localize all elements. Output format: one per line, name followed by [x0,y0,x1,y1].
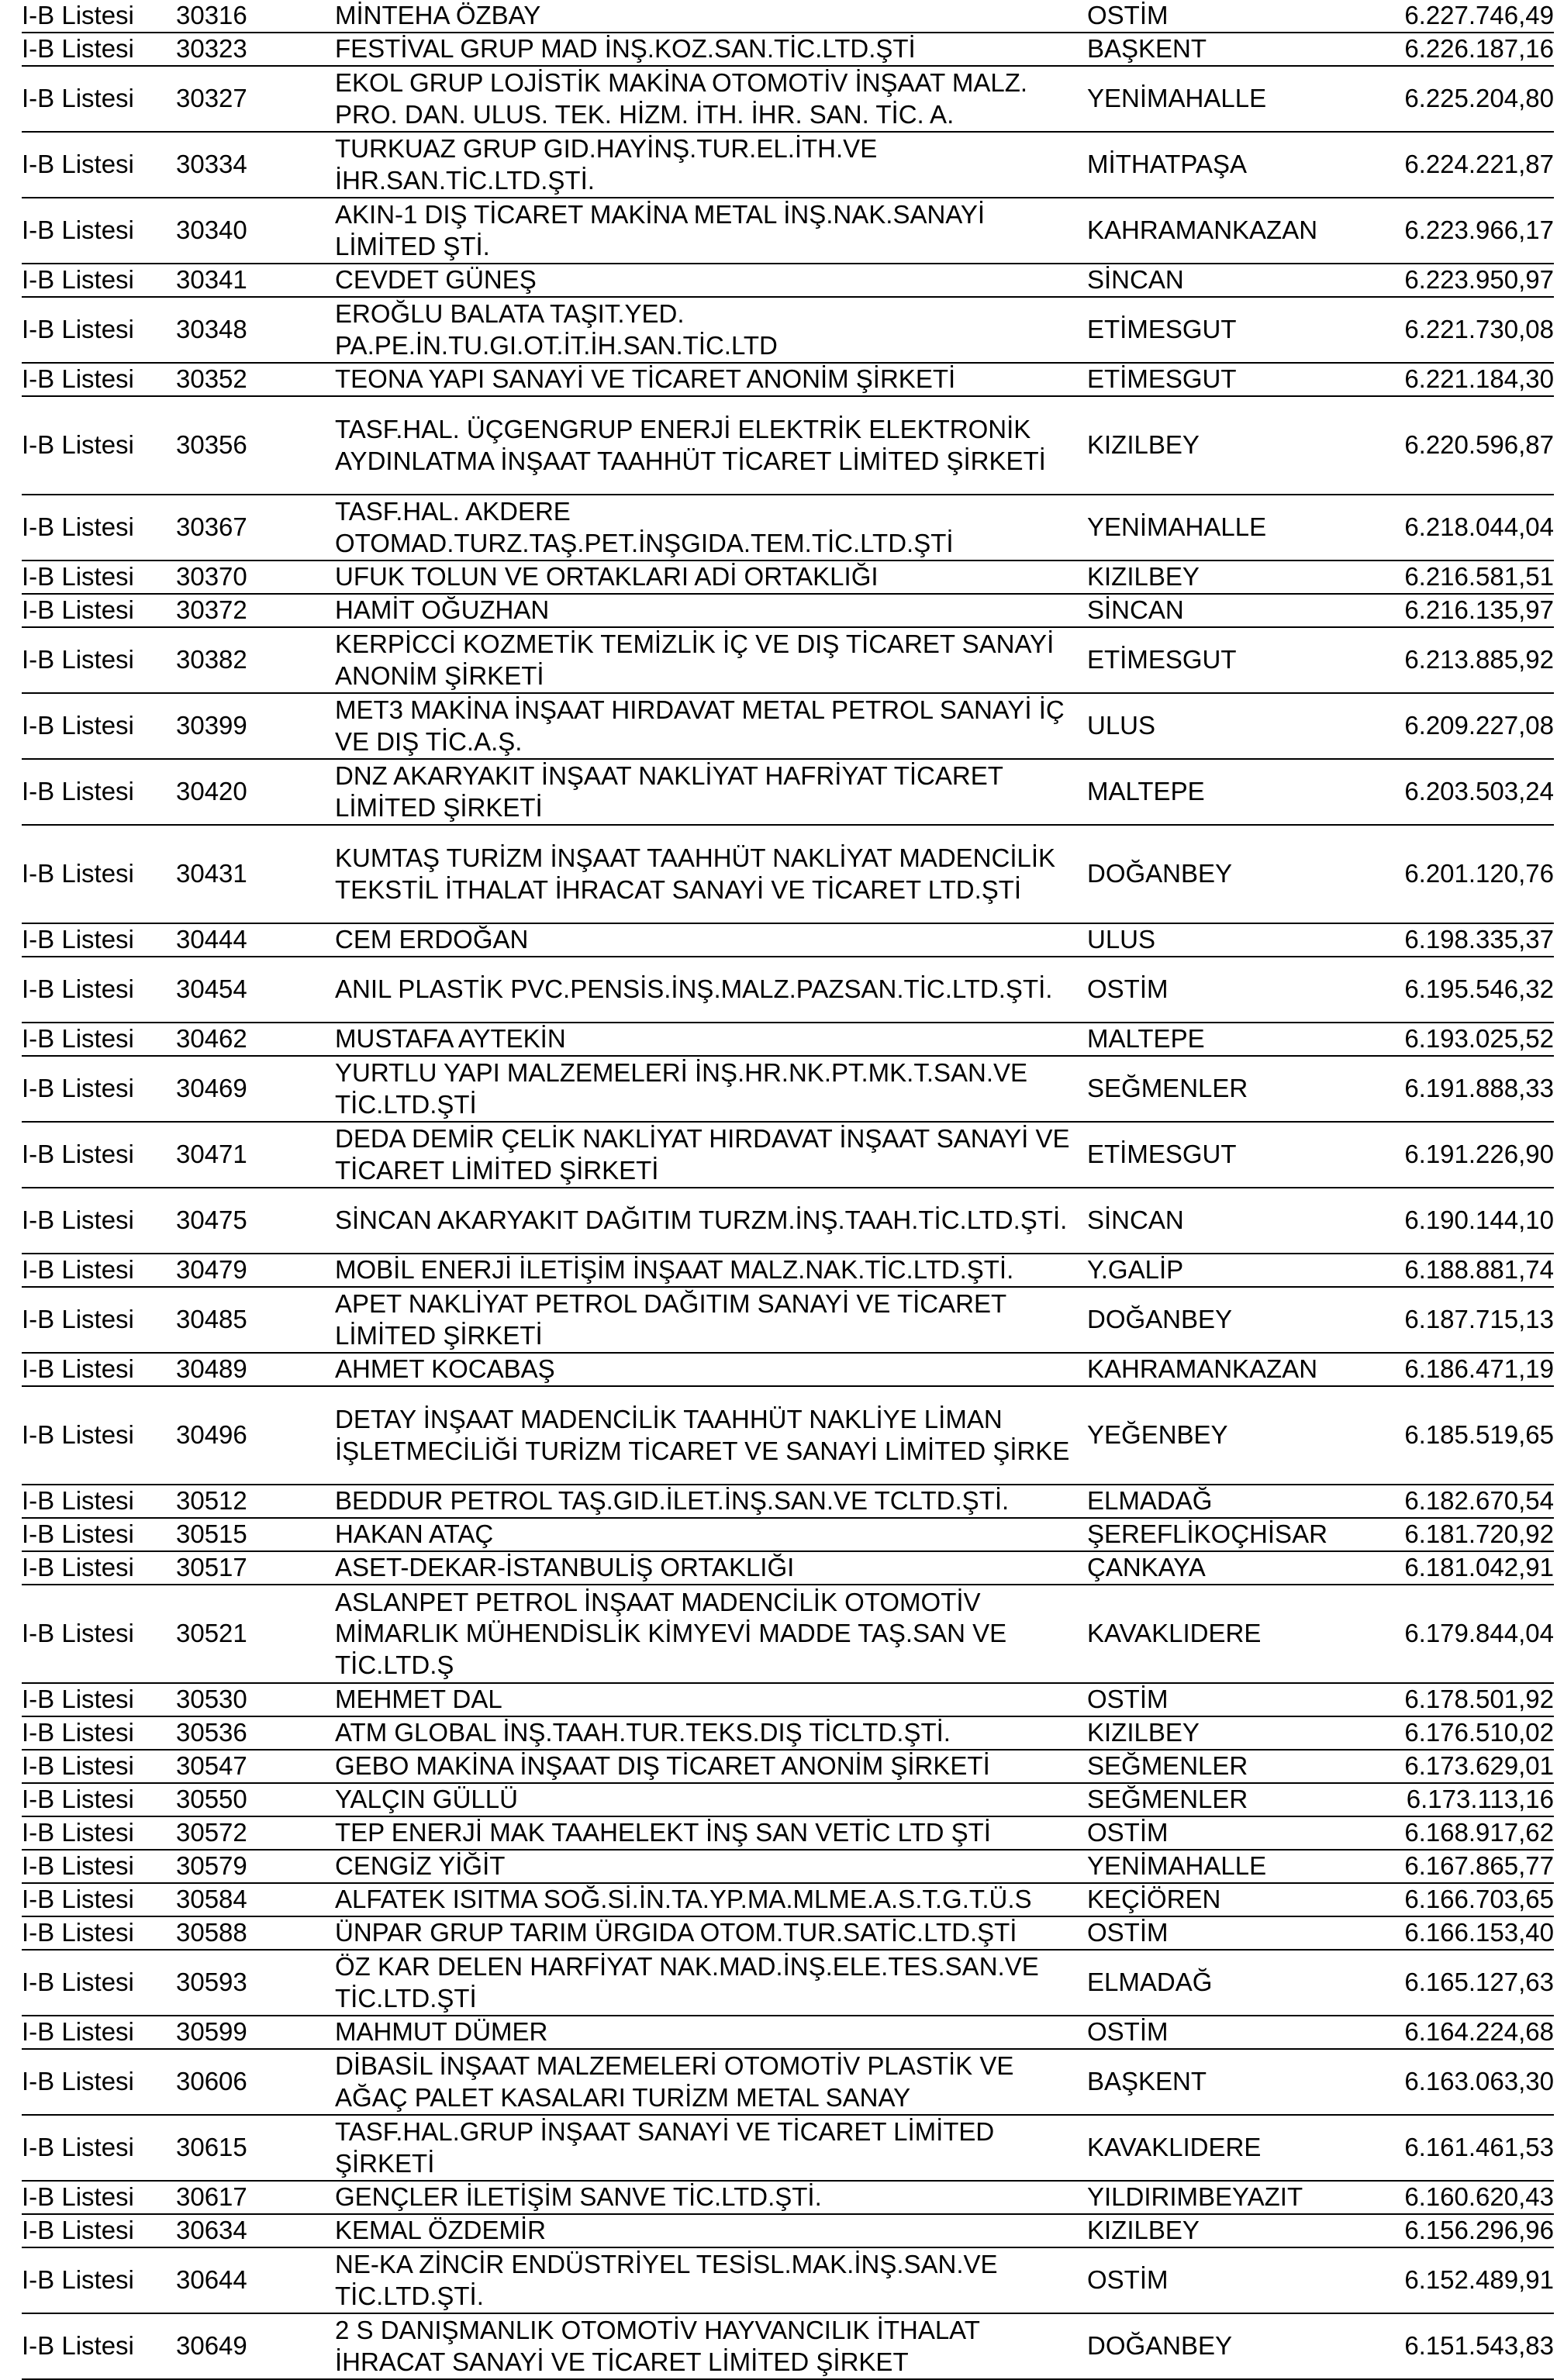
list-name-cell: I-B Listesi [22,759,176,825]
district-cell: KEÇİÖREN [1087,1883,1376,1916]
table-row [22,1750,1554,1783]
district-cell: MALTEPE [1087,1023,1376,1056]
table-row [22,198,1554,264]
district-cell: SİNCAN [1087,264,1376,297]
amount-cell: 6.226.187,16 [1376,33,1554,66]
list-name-cell: I-B Listesi [22,2214,176,2247]
list-name-cell: I-B Listesi [22,594,176,627]
amount-cell: 6.201.120,76 [1376,825,1554,923]
list-name-cell: I-B Listesi [22,1254,176,1287]
amount-cell: 6.227.746,49 [1376,0,1554,33]
district-cell: OSTİM [1087,2016,1376,2049]
row-number-cell: 30588 [176,1916,335,1950]
amount-cell: 6.161.461,53 [1376,2115,1554,2181]
district-cell: SİNCAN [1087,594,1376,627]
list-name-cell: I-B Listesi [22,1485,176,1518]
list-name-cell: I-B Listesi [22,1518,176,1551]
list-name-cell: I-B Listesi [22,2049,176,2115]
district-cell: Y.GALİP [1087,1254,1376,1287]
list-name-cell: I-B Listesi [22,1683,176,1716]
amount-cell: 6.181.720,92 [1376,1518,1554,1551]
row-number-cell: 30593 [176,1950,335,2016]
table-row [22,66,1554,132]
table-row [22,1122,1554,1188]
list-name-cell: I-B Listesi [22,1916,176,1950]
district-cell: OSTİM [1087,0,1376,33]
list-name-cell: I-B Listesi [22,264,176,297]
district-cell: ELMADAĞ [1087,1485,1376,1518]
amount-cell: 6.178.501,92 [1376,1683,1554,1716]
row-number-cell: 30367 [176,495,335,561]
list-name-cell: I-B Listesi [22,1122,176,1188]
table-row [22,1950,1554,2016]
row-number-cell: 30316 [176,0,335,33]
company-name-cell: TURKUAZ GRUP GID.HAYİNŞ.TUR.EL.İTH.VE İHR.SAN.TİC.LTD.ŞTİ. [335,132,1087,198]
amount-cell: 6.156.296,96 [1376,2214,1554,2247]
company-name-cell: MEHMET DAL [335,1683,1087,1716]
list-name-cell: I-B Listesi [22,363,176,396]
row-number-cell: 30420 [176,759,335,825]
list-name-cell: I-B Listesi [22,825,176,923]
table-row [22,594,1554,627]
row-number-cell: 30348 [176,297,335,363]
table-row [22,1551,1554,1585]
district-cell: KIZILBEY [1087,2214,1376,2247]
ranking-table-body [22,0,1554,2379]
row-number-cell: 30599 [176,2016,335,2049]
district-cell: KAHRAMANKAZAN [1087,198,1376,264]
company-name-cell: ATM GLOBAL İNŞ.TAAH.TUR.TEKS.DIŞ TİCLTD.ŞTİ. [335,1716,1087,1750]
table-row [22,1585,1554,1683]
row-number-cell: 30489 [176,1353,335,1386]
amount-cell: 6.220.596,87 [1376,396,1554,495]
list-name-cell: I-B Listesi [22,1287,176,1353]
company-name-cell: MİNTEHA ÖZBAY [335,0,1087,33]
row-number-cell: 30469 [176,1056,335,1122]
row-number-cell: 30579 [176,1850,335,1883]
amount-cell: 6.173.113,16 [1376,1783,1554,1816]
company-name-cell: TEONA YAPI SANAYİ VE TİCARET ANONİM ŞİRKETİ [335,363,1087,396]
amount-cell: 6.164.224,68 [1376,2016,1554,2049]
district-cell: ETİMESGUT [1087,627,1376,693]
amount-cell: 6.223.950,97 [1376,264,1554,297]
table-row [22,33,1554,66]
amount-cell: 6.216.135,97 [1376,594,1554,627]
district-cell: ULUS [1087,923,1376,957]
amount-cell: 6.173.629,01 [1376,1750,1554,1783]
amount-cell: 6.209.227,08 [1376,693,1554,759]
district-cell: ULUS [1087,693,1376,759]
list-name-cell: I-B Listesi [22,923,176,957]
row-number-cell: 30530 [176,1683,335,1716]
district-cell: OSTİM [1087,957,1376,1023]
company-name-cell: ASLANPET PETROL İNŞAAT MADENCİLİK OTOMOTİV MİMARLIK MÜHENDİSLİK KİMYEVİ MADDE TAŞ.SAN VE TİC.LTD.Ş [335,1585,1087,1683]
table-row [22,0,1554,33]
table-row [22,1287,1554,1353]
company-name-cell: EROĞLU BALATA TAŞIT.YED. PA.PE.İN.TU.GI.OT.İT.İH.SAN.TİC.LTD [335,297,1087,363]
list-name-cell: I-B Listesi [22,1783,176,1816]
company-name-cell: MUSTAFA AYTEKİN [335,1023,1087,1056]
row-number-cell: 30649 [176,2313,335,2379]
table-row [22,2181,1554,2214]
amount-cell: 6.224.221,87 [1376,132,1554,198]
row-number-cell: 30521 [176,1585,335,1683]
row-number-cell: 30515 [176,1518,335,1551]
district-cell: SEĞMENLER [1087,1783,1376,1816]
list-name-cell: I-B Listesi [22,2313,176,2379]
row-number-cell: 30634 [176,2214,335,2247]
table-row [22,495,1554,561]
table-row [22,1716,1554,1750]
amount-cell: 6.198.335,37 [1376,923,1554,957]
company-name-cell: AHMET KOCABAŞ [335,1353,1087,1386]
row-number-cell: 30444 [176,923,335,957]
table-row [22,1816,1554,1850]
table-row [22,1850,1554,1883]
row-number-cell: 30606 [176,2049,335,2115]
row-number-cell: 30572 [176,1816,335,1850]
company-name-cell: AKIN-1 DIŞ TİCARET MAKİNA METAL İNŞ.NAK.SANAYİ LİMİTED ŞTİ. [335,198,1087,264]
list-name-cell: I-B Listesi [22,957,176,1023]
table-row [22,1683,1554,1716]
district-cell: YENİMAHALLE [1087,495,1376,561]
row-number-cell: 30370 [176,561,335,594]
table-row [22,132,1554,198]
list-name-cell: I-B Listesi [22,1950,176,2016]
amount-cell: 6.182.670,54 [1376,1485,1554,1518]
district-cell: ETİMESGUT [1087,363,1376,396]
list-name-cell: I-B Listesi [22,1023,176,1056]
district-cell: OSTİM [1087,2247,1376,2313]
company-name-cell: NE-KA ZİNCİR ENDÜSTRİYEL TESİSL.MAK.İNŞ.SAN.VE TİC.LTD.ŞTİ. [335,2247,1087,2313]
row-number-cell: 30454 [176,957,335,1023]
company-name-cell: APET NAKLİYAT PETROL DAĞITIM SANAYİ VE TİCARET LİMİTED ŞİRKETİ [335,1287,1087,1353]
amount-cell: 6.166.153,40 [1376,1916,1554,1950]
company-name-cell: KEMAL ÖZDEMİR [335,2214,1087,2247]
amount-cell: 6.176.510,02 [1376,1716,1554,1750]
district-cell: MALTEPE [1087,759,1376,825]
district-cell: ETİMESGUT [1087,297,1376,363]
district-cell: BAŞKENT [1087,33,1376,66]
company-name-cell: TEP ENERJİ MAK TAAHELEKT İNŞ SAN VETİC LTD ŞTİ [335,1816,1087,1850]
amount-cell: 6.179.844,04 [1376,1585,1554,1683]
table-row [22,1485,1554,1518]
company-name-cell: GEBO MAKİNA İNŞAAT DIŞ TİCARET ANONİM ŞİRKETİ [335,1750,1087,1783]
list-name-cell: I-B Listesi [22,1716,176,1750]
district-cell: DOĞANBEY [1087,2313,1376,2379]
company-name-cell: MAHMUT DÜMER [335,2016,1087,2049]
company-name-cell: KERPİCCİ KOZMETİK TEMİZLİK İÇ VE DIŞ TİCARET SANAYİ ANONİM ŞİRKETİ [335,627,1087,693]
company-name-cell: TASF.HAL. ÜÇGENGRUP ENERJİ ELEKTRİK ELEKTRONİK AYDINLATMA İNŞAAT TAAHHÜT TİCARET LİMİTED ŞİRKETİ [335,396,1087,495]
district-cell: SEĞMENLER [1087,1750,1376,1783]
amount-cell: 6.191.226,90 [1376,1122,1554,1188]
row-number-cell: 30547 [176,1750,335,1783]
district-cell: MİTHATPAŞA [1087,132,1376,198]
list-name-cell: I-B Listesi [22,132,176,198]
company-name-cell: HAMİT OĞUZHAN [335,594,1087,627]
row-number-cell: 30399 [176,693,335,759]
row-number-cell: 30479 [176,1254,335,1287]
company-name-cell: MET3 MAKİNA İNŞAAT HIRDAVAT METAL PETROL SANAYİ İÇ VE DIŞ TİC.A.Ş. [335,693,1087,759]
table-row [22,2247,1554,2313]
row-number-cell: 30485 [176,1287,335,1353]
amount-cell: 6.166.703,65 [1376,1883,1554,1916]
row-number-cell: 30536 [176,1716,335,1750]
amount-cell: 6.195.546,32 [1376,957,1554,1023]
amount-cell: 6.221.184,30 [1376,363,1554,396]
amount-cell: 6.185.519,65 [1376,1386,1554,1485]
company-name-cell: DETAY İNŞAAT MADENCİLİK TAAHHÜT NAKLİYE LİMAN İŞLETMECİLİĞİ TURİZM TİCARET VE SANAYİ LİMİTED ŞİRKE [335,1386,1087,1485]
row-number-cell: 30617 [176,2181,335,2214]
table-row [22,1518,1554,1551]
district-cell: ETİMESGUT [1087,1122,1376,1188]
table-row [22,1783,1554,1816]
list-name-cell: I-B Listesi [22,66,176,132]
list-name-cell: I-B Listesi [22,495,176,561]
amount-cell: 6.165.127,63 [1376,1950,1554,2016]
company-name-cell: 2 S DANIŞMANLIK OTOMOTİV HAYVANCILIK İTHALAT İHRACAT SANAYİ VE TİCARET LİMİTED ŞİRKET [335,2313,1087,2379]
row-number-cell: 30615 [176,2115,335,2181]
row-number-cell: 30327 [176,66,335,132]
district-cell: KAVAKLIDERE [1087,1585,1376,1683]
district-cell: ŞEREFLİKOÇHİSAR [1087,1518,1376,1551]
list-name-cell: I-B Listesi [22,396,176,495]
district-cell: KAVAKLIDERE [1087,2115,1376,2181]
row-number-cell: 30644 [176,2247,335,2313]
row-number-cell: 30340 [176,198,335,264]
list-name-cell: I-B Listesi [22,2181,176,2214]
amount-cell: 6.168.917,62 [1376,1816,1554,1850]
amount-cell: 6.213.885,92 [1376,627,1554,693]
row-number-cell: 30462 [176,1023,335,1056]
row-number-cell: 30496 [176,1386,335,1485]
list-name-cell: I-B Listesi [22,1816,176,1850]
district-cell: BAŞKENT [1087,2049,1376,2115]
list-name-cell: I-B Listesi [22,33,176,66]
company-name-cell: EKOL GRUP LOJİSTİK MAKİNA OTOMOTİV İNŞAAT MALZ. PRO. DAN. ULUS. TEK. HİZM. İTH. İHR. SAN. TİC. A. [335,66,1087,132]
company-name-cell: ASET-DEKAR-İSTANBULİŞ ORTAKLIĞI [335,1551,1087,1585]
row-number-cell: 30372 [176,594,335,627]
district-cell: KIZILBEY [1087,561,1376,594]
row-number-cell: 30356 [176,396,335,495]
list-name-cell: I-B Listesi [22,1883,176,1916]
company-name-cell: ANIL PLASTİK PVC.PENSİS.İNŞ.MALZ.PAZSAN.TİC.LTD.ŞTİ. [335,957,1087,1023]
amount-cell: 6.188.881,74 [1376,1254,1554,1287]
table-row [22,2115,1554,2181]
company-name-cell: YURTLU YAPI MALZEMELERİ İNŞ.HR.NK.PT.MK.T.SAN.VE TİC.LTD.ŞTİ [335,1056,1087,1122]
row-number-cell: 30334 [176,132,335,198]
list-name-cell: I-B Listesi [22,1551,176,1585]
list-name-cell: I-B Listesi [22,627,176,693]
list-name-cell: I-B Listesi [22,1353,176,1386]
amount-cell: 6.218.044,04 [1376,495,1554,561]
list-name-cell: I-B Listesi [22,297,176,363]
table-row [22,1353,1554,1386]
amount-cell: 6.191.888,33 [1376,1056,1554,1122]
list-name-cell: I-B Listesi [22,198,176,264]
company-name-cell: KUMTAŞ TURİZM İNŞAAT TAAHHÜT NAKLİYAT MADENCİLİK TEKSTİL İTHALAT İHRACAT SANAYİ VE TİCARET LTD.ŞTİ [335,825,1087,923]
amount-cell: 6.151.543,83 [1376,2313,1554,2379]
amount-cell: 6.221.730,08 [1376,297,1554,363]
amount-cell: 6.203.503,24 [1376,759,1554,825]
row-number-cell: 30475 [176,1188,335,1254]
table-row [22,363,1554,396]
district-cell: YILDIRIMBEYAZIT [1087,2181,1376,2214]
amount-cell: 6.167.865,77 [1376,1850,1554,1883]
company-name-cell: YALÇIN GÜLLÜ [335,1783,1087,1816]
amount-cell: 6.225.204,80 [1376,66,1554,132]
list-name-cell: I-B Listesi [22,0,176,33]
table-row [22,561,1554,594]
company-name-cell: ÜNPAR GRUP TARIM ÜRGIDA OTOM.TUR.SATİC.LTD.ŞTİ [335,1916,1087,1950]
table-row [22,693,1554,759]
list-name-cell: I-B Listesi [22,1188,176,1254]
district-cell: ELMADAĞ [1087,1950,1376,2016]
table-row [22,2016,1554,2049]
list-name-cell: I-B Listesi [22,1585,176,1683]
list-name-cell: I-B Listesi [22,693,176,759]
table-row [22,297,1554,363]
table-row [22,264,1554,297]
list-name-cell: I-B Listesi [22,561,176,594]
company-name-cell: UFUK TOLUN VE ORTAKLARI ADİ ORTAKLIĞI [335,561,1087,594]
table-row [22,396,1554,495]
company-name-cell: TASF.HAL.GRUP İNŞAAT SANAYİ VE TİCARET LİMİTED ŞİRKETİ [335,2115,1087,2181]
company-name-cell: HAKAN ATAÇ [335,1518,1087,1551]
table-row [22,923,1554,957]
table-row [22,2313,1554,2379]
list-name-cell: I-B Listesi [22,1056,176,1122]
amount-cell: 6.163.063,30 [1376,2049,1554,2115]
table-row [22,759,1554,825]
list-name-cell: I-B Listesi [22,2016,176,2049]
row-number-cell: 30517 [176,1551,335,1585]
company-name-cell: DNZ AKARYAKIT İNŞAAT NAKLİYAT HAFRİYAT TİCARET LİMİTED ŞİRKETİ [335,759,1087,825]
amount-cell: 6.160.620,43 [1376,2181,1554,2214]
list-name-cell: I-B Listesi [22,2247,176,2313]
table-row [22,957,1554,1023]
row-number-cell: 30584 [176,1883,335,1916]
list-name-cell: I-B Listesi [22,1386,176,1485]
row-number-cell: 30512 [176,1485,335,1518]
table-row [22,1056,1554,1122]
company-name-cell: SİNCAN AKARYAKIT DAĞITIM TURZM.İNŞ.TAAH.TİC.LTD.ŞTİ. [335,1188,1087,1254]
table-row [22,627,1554,693]
district-cell: SİNCAN [1087,1188,1376,1254]
company-name-cell: GENÇLER İLETİŞİM SANVE TİC.LTD.ŞTİ. [335,2181,1087,2214]
company-name-cell: CENGİZ YİĞİT [335,1850,1087,1883]
row-number-cell: 30352 [176,363,335,396]
district-cell: ÇANKAYA [1087,1551,1376,1585]
district-cell: YENİMAHALLE [1087,1850,1376,1883]
district-cell: DOĞANBEY [1087,825,1376,923]
row-number-cell: 30550 [176,1783,335,1816]
row-number-cell: 30431 [176,825,335,923]
company-name-cell: CEVDET GÜNEŞ [335,264,1087,297]
ranking-table [22,0,1554,2380]
list-name-cell: I-B Listesi [22,2115,176,2181]
table-row [22,2214,1554,2247]
company-name-cell: FESTİVAL GRUP MAD İNŞ.KOZ.SAN.TİC.LTD.ŞTİ [335,33,1087,66]
row-number-cell: 30323 [176,33,335,66]
table-row [22,2049,1554,2115]
amount-cell: 6.152.489,91 [1376,2247,1554,2313]
district-cell: OSTİM [1087,1683,1376,1716]
amount-cell: 6.223.966,17 [1376,198,1554,264]
amount-cell: 6.181.042,91 [1376,1551,1554,1585]
amount-cell: 6.186.471,19 [1376,1353,1554,1386]
company-name-cell: ÖZ KAR DELEN HARFİYAT NAK.MAD.İNŞ.ELE.TES.SAN.VE TİC.LTD.ŞTİ [335,1950,1087,2016]
district-cell: DOĞANBEY [1087,1287,1376,1353]
district-cell: OSTİM [1087,1916,1376,1950]
amount-cell: 6.190.144,10 [1376,1188,1554,1254]
table-row [22,1916,1554,1950]
district-cell: KAHRAMANKAZAN [1087,1353,1376,1386]
district-cell: YEĞENBEY [1087,1386,1376,1485]
district-cell: KIZILBEY [1087,396,1376,495]
table-row [22,1188,1554,1254]
amount-cell: 6.187.715,13 [1376,1287,1554,1353]
amount-cell: 6.216.581,51 [1376,561,1554,594]
row-number-cell: 30471 [176,1122,335,1188]
table-row [22,1883,1554,1916]
company-name-cell: DİBASİL İNŞAAT MALZEMELERİ OTOMOTİV PLASTİK VE AĞAÇ PALET KASALARI TURİZM METAL SANAY [335,2049,1087,2115]
table-row [22,1023,1554,1056]
row-number-cell: 30382 [176,627,335,693]
list-name-cell: I-B Listesi [22,1750,176,1783]
company-name-cell: ALFATEK ISITMA SOĞ.Sİ.İN.TA.YP.MA.MLME.A.S.T.G.T.Ü.S [335,1883,1087,1916]
district-cell: OSTİM [1087,1816,1376,1850]
company-name-cell: TASF.HAL. AKDERE OTOMAD.TURZ.TAŞ.PET.İNŞGIDA.TEM.TİC.LTD.ŞTİ [335,495,1087,561]
list-name-cell: I-B Listesi [22,1850,176,1883]
company-name-cell: DEDA DEMİR ÇELİK NAKLİYAT HIRDAVAT İNŞAAT SANAYİ VE TİCARET LİMİTED ŞİRKETİ [335,1122,1087,1188]
row-number-cell: 30341 [176,264,335,297]
company-name-cell: MOBİL ENERJİ İLETİŞİM İNŞAAT MALZ.NAK.TİC.LTD.ŞTİ. [335,1254,1087,1287]
district-cell: YENİMAHALLE [1087,66,1376,132]
company-name-cell: CEM ERDOĞAN [335,923,1087,957]
district-cell: SEĞMENLER [1087,1056,1376,1122]
table-row [22,1386,1554,1485]
district-cell: KIZILBEY [1087,1716,1376,1750]
table-row [22,1254,1554,1287]
table-row [22,825,1554,923]
company-name-cell: BEDDUR PETROL TAŞ.GID.İLET.İNŞ.SAN.VE TCLTD.ŞTİ. [335,1485,1087,1518]
amount-cell: 6.193.025,52 [1376,1023,1554,1056]
